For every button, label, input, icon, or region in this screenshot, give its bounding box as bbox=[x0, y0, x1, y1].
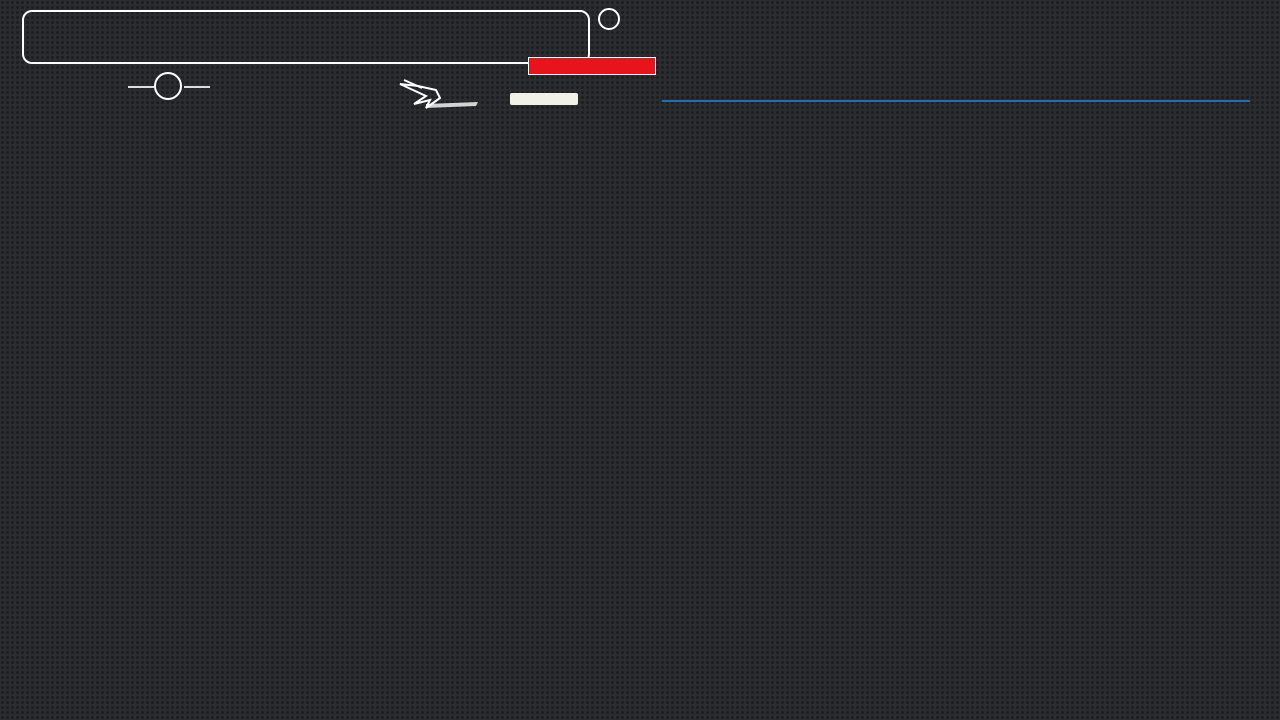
topar-mexico-logo bbox=[128, 72, 210, 126]
logo-wing-right bbox=[184, 86, 210, 88]
logo-wing-left bbox=[128, 86, 154, 88]
header-divider bbox=[662, 100, 1250, 102]
registered-trademark-icon bbox=[598, 8, 620, 30]
pegaso-logo bbox=[396, 78, 482, 112]
season-badge bbox=[528, 57, 656, 75]
extreme-toys-logo bbox=[240, 84, 370, 106]
logo-emblem-circle bbox=[154, 72, 182, 100]
event-title-box bbox=[22, 10, 590, 64]
tu-marca-logo bbox=[510, 93, 578, 105]
